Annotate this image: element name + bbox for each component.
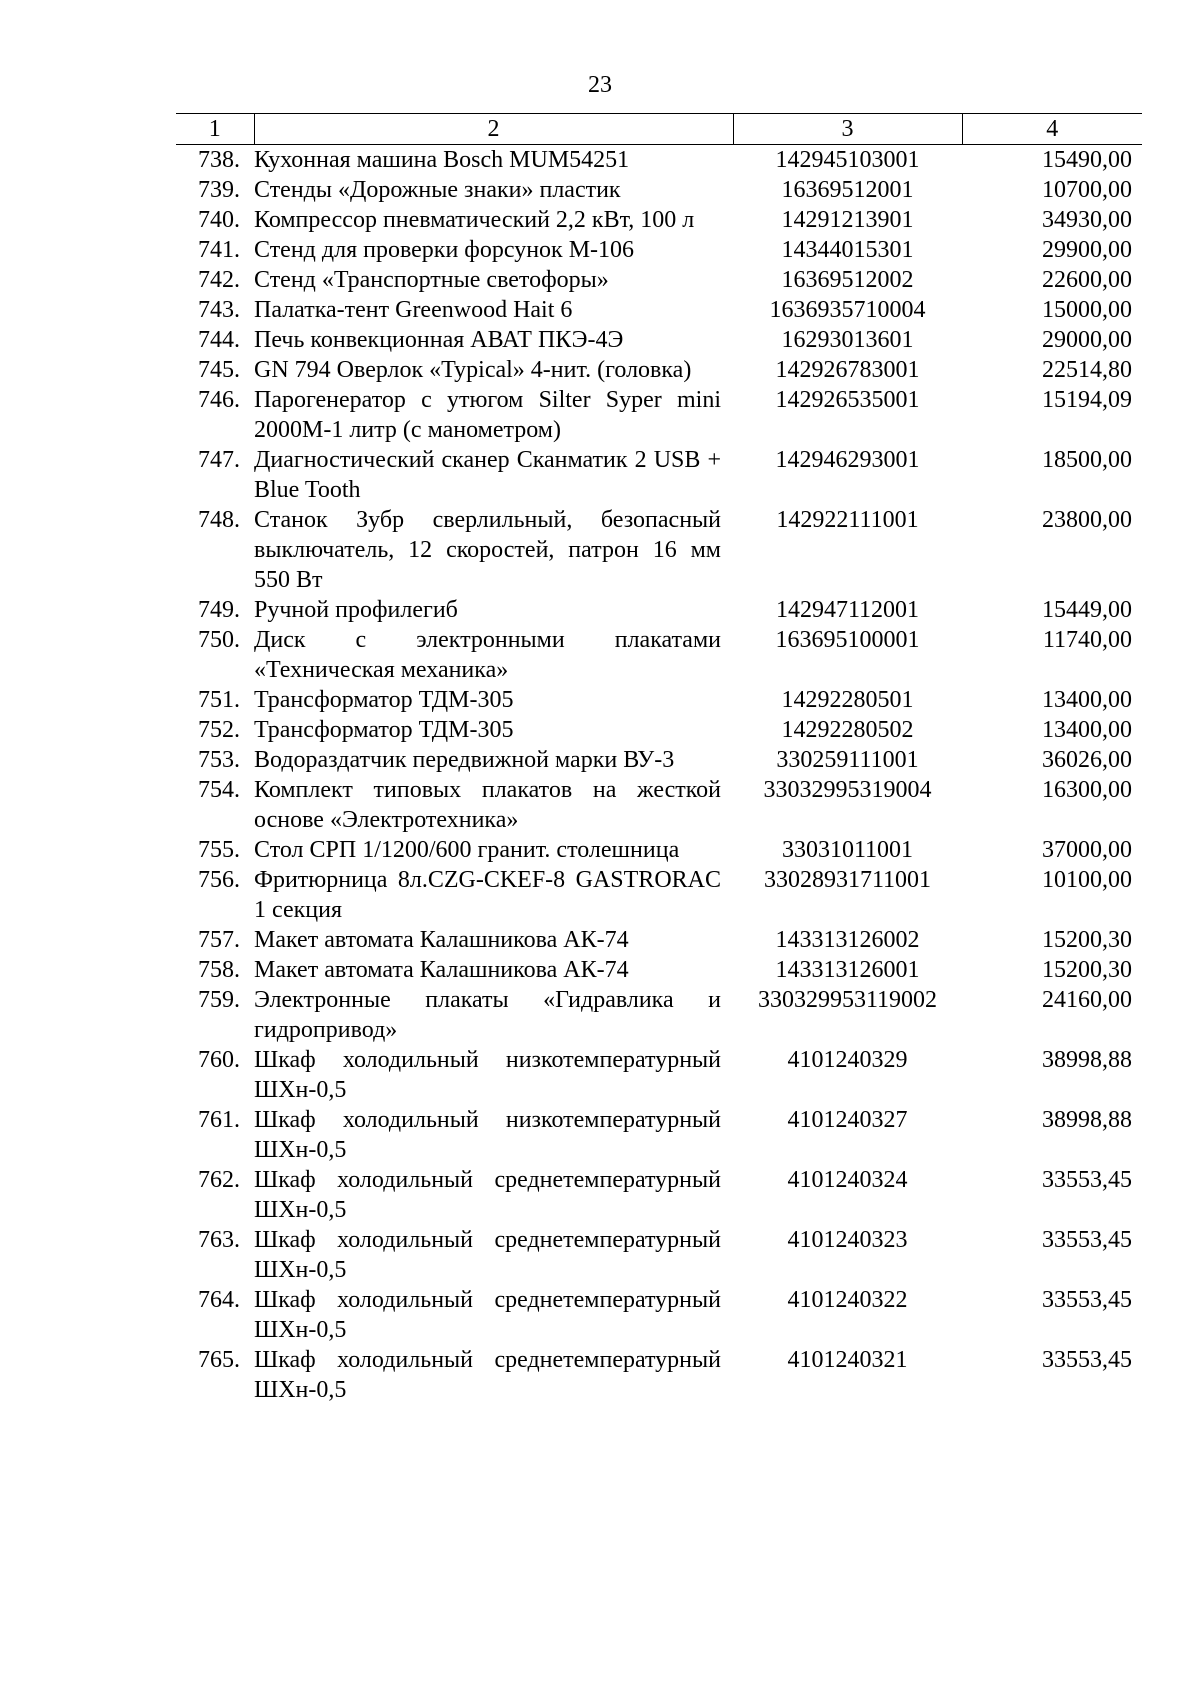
item-name: Фритюрница 8л.CZG-CKEF-8 GASTRORAC 1 секция [254, 867, 721, 923]
inventory-code: 4101240322 [787, 1287, 908, 1313]
table-row [176, 145, 1142, 176]
item-name: Стенд для проверки форсунок М-106 [254, 237, 635, 263]
row-number: 750. [198, 627, 240, 653]
row-number: 757. [198, 927, 240, 953]
row-number: 752. [198, 717, 240, 743]
table-row [176, 775, 1142, 835]
inventory-code: 14292280501 [781, 687, 914, 713]
inventory-code: 14292280502 [781, 717, 914, 743]
inventory-code: 4101240327 [787, 1107, 908, 1133]
item-name: Стол СРП 1/1200/600 гранит. столешница [254, 837, 680, 863]
row-number: 740. [198, 207, 240, 233]
table-row [176, 835, 1142, 865]
item-price: 23800,00 [1042, 507, 1132, 533]
table-row [176, 205, 1142, 235]
inventory-table [176, 113, 1142, 1405]
item-price: 33553,45 [1042, 1347, 1132, 1373]
row-number: 765. [198, 1347, 240, 1373]
inventory-code: 16369512002 [781, 267, 914, 293]
inventory-code: 330259111001 [776, 747, 919, 773]
item-price: 34930,00 [1042, 207, 1132, 233]
item-name: Компрессор пневматический 2,2 кВт, 100 л [254, 207, 695, 233]
page-number: 23 [588, 72, 612, 98]
table-row [176, 1045, 1142, 1105]
item-name: Шкаф холодильный среднетемпературный ШХн-0,5 [254, 1167, 721, 1223]
inventory-code: 142946293001 [775, 447, 920, 473]
item-price: 10100,00 [1042, 867, 1132, 893]
row-number: 738. [198, 147, 240, 173]
item-name: Стенды «Дорожные знаки» пластик [254, 177, 621, 203]
table-row [176, 505, 1142, 595]
item-price: 33553,45 [1042, 1287, 1132, 1313]
row-number: 760. [198, 1047, 240, 1073]
row-number: 759. [198, 987, 240, 1013]
item-price: 11740,00 [1042, 627, 1132, 653]
table-row [176, 295, 1142, 325]
item-name: Шкаф холодильный среднетемпературный ШХн-0,5 [254, 1347, 721, 1403]
item-name: Кухонная машина Bosch MUM54251 [254, 147, 630, 173]
inventory-code: 14344015301 [781, 237, 914, 263]
column-header-name: 2 [254, 114, 733, 145]
item-price: 37000,00 [1042, 837, 1132, 863]
table-row [176, 955, 1142, 985]
table-row [176, 595, 1142, 625]
row-number: 761. [198, 1107, 240, 1133]
item-price: 13400,00 [1042, 687, 1132, 713]
inventory-code: 143313126001 [775, 957, 920, 983]
table-row [176, 1285, 1142, 1345]
column-header-code: 3 [733, 114, 962, 145]
item-name: Диагностический сканер Сканматик 2 USB + Blue Tooth [254, 447, 721, 503]
item-price: 15200,30 [1042, 957, 1132, 983]
item-name: Макет автомата Калашникова АК-74 [254, 927, 629, 953]
table-row [176, 865, 1142, 925]
row-number: 762. [198, 1167, 240, 1193]
item-price: 15449,00 [1042, 597, 1132, 623]
item-name: Трансформатор ТДМ-305 [254, 717, 514, 743]
inventory-code: 14291213901 [781, 207, 914, 233]
item-price: 29000,00 [1042, 327, 1132, 353]
row-number: 742. [198, 267, 240, 293]
item-name: Электронные плакаты «Гидравлика и гидропривод» [254, 987, 721, 1043]
table-row [176, 715, 1142, 745]
item-price: 15490,00 [1042, 147, 1132, 173]
row-number: 753. [198, 747, 240, 773]
inventory-code: 1636935710004 [769, 297, 926, 323]
inventory-code: 33031011001 [781, 837, 914, 863]
row-number: 749. [198, 597, 240, 623]
item-price: 38998,88 [1042, 1107, 1132, 1133]
column-header-number: 1 [176, 114, 254, 145]
item-price: 33553,45 [1042, 1227, 1132, 1253]
item-name: Шкаф холодильный среднетемпературный ШХн-0,5 [254, 1287, 721, 1343]
item-name: Шкаф холодильный среднетемпературный ШХн-0,5 [254, 1227, 721, 1283]
inventory-code: 16369512001 [781, 177, 914, 203]
row-number: 758. [198, 957, 240, 983]
row-number: 751. [198, 687, 240, 713]
item-name: Водораздатчик передвижной марки ВУ-3 [254, 747, 675, 773]
item-name: Стенд «Транспортные светофоры» [254, 267, 609, 293]
inventory-code: 142926535001 [775, 387, 920, 413]
inventory-code: 4101240329 [787, 1047, 908, 1073]
table-row [176, 235, 1142, 265]
row-number: 756. [198, 867, 240, 893]
item-name: Печь конвекционная АВАТ ПКЭ-4Э [254, 327, 624, 353]
item-name: Парогенератор с утюгом Silter Syper mini 2000М-1 литр (с манометром) [254, 387, 721, 443]
row-number: 744. [198, 327, 240, 353]
inventory-code: 142945103001 [775, 147, 920, 173]
item-price: 38998,88 [1042, 1047, 1132, 1073]
inventory-code: 4101240321 [787, 1347, 908, 1373]
table-row [176, 1345, 1142, 1405]
column-header-price: 4 [962, 114, 1142, 145]
inventory-code: 142947112001 [775, 597, 920, 623]
table-row [176, 385, 1142, 445]
row-number: 745. [198, 357, 240, 383]
table-row [176, 685, 1142, 715]
inventory-code: 4101240324 [787, 1167, 908, 1193]
item-name: Шкаф холодильный низкотемпературный ШХн-0,5 [254, 1107, 721, 1163]
row-number: 747. [198, 447, 240, 473]
item-name: Палатка-тент Greenwood Hait 6 [254, 297, 573, 323]
item-price: 22514,80 [1042, 357, 1132, 383]
table-row [176, 625, 1142, 685]
table-row [176, 265, 1142, 295]
item-price: 33553,45 [1042, 1167, 1132, 1193]
inventory-code: 163695100001 [775, 627, 920, 653]
table-row [176, 745, 1142, 775]
item-name: Диск с электронными плакатами «Техническая механика» [254, 627, 721, 683]
inventory-code: 142926783001 [775, 357, 920, 383]
inventory-code: 143313126002 [775, 927, 920, 953]
item-price: 10700,00 [1042, 177, 1132, 203]
header-row [176, 114, 1142, 145]
item-price: 15200,30 [1042, 927, 1132, 953]
item-name: Станок Зубр сверлильный, безопасный выключатель, 12 скоростей, патрон 16 мм 550 Вт [254, 507, 721, 593]
inventory-code: 16293013601 [781, 327, 914, 353]
table-row [176, 925, 1142, 955]
inventory-code: 4101240323 [787, 1227, 908, 1253]
table-header [176, 114, 1142, 145]
item-price: 16300,00 [1042, 777, 1132, 803]
item-price: 29900,00 [1042, 237, 1132, 263]
row-number: 748. [198, 507, 240, 533]
item-price: 15194,09 [1042, 387, 1132, 413]
item-name: GN 794 Оверлок «Typical» 4-нит. (головка) [254, 357, 692, 383]
row-number: 755. [198, 837, 240, 863]
row-number: 741. [198, 237, 240, 263]
table-row [176, 1165, 1142, 1225]
row-number: 739. [198, 177, 240, 203]
table-row [176, 1105, 1142, 1165]
row-number: 763. [198, 1227, 240, 1253]
table-row [176, 175, 1142, 205]
inventory-code: 33032995319004 [763, 777, 932, 803]
item-name: Макет автомата Калашникова АК-74 [254, 957, 629, 983]
item-price: 36026,00 [1042, 747, 1132, 773]
table-row [176, 985, 1142, 1045]
table-row [176, 1225, 1142, 1285]
table-row [176, 445, 1142, 505]
item-price: 18500,00 [1042, 447, 1132, 473]
table-row [176, 355, 1142, 385]
inventory-code: 142922111001 [776, 507, 919, 533]
item-name: Комплект типовых плакатов на жесткой основе «Электротехника» [254, 777, 721, 833]
row-number: 743. [198, 297, 240, 323]
item-price: 24160,00 [1042, 987, 1132, 1013]
item-name: Ручной профилегиб [254, 597, 458, 623]
item-name: Трансформатор ТДМ-305 [254, 687, 514, 713]
inventory-code: 33028931711001 [763, 867, 932, 893]
row-number: 746. [198, 387, 240, 413]
table-body [176, 145, 1142, 1406]
row-number: 754. [198, 777, 240, 803]
item-price: 15000,00 [1042, 297, 1132, 323]
item-price: 22600,00 [1042, 267, 1132, 293]
table-row [176, 325, 1142, 355]
inventory-code: 330329953119002 [757, 987, 938, 1013]
item-price: 13400,00 [1042, 717, 1132, 743]
row-number: 764. [198, 1287, 240, 1313]
item-name: Шкаф холодильный низкотемпературный ШХн-0,5 [254, 1047, 721, 1103]
